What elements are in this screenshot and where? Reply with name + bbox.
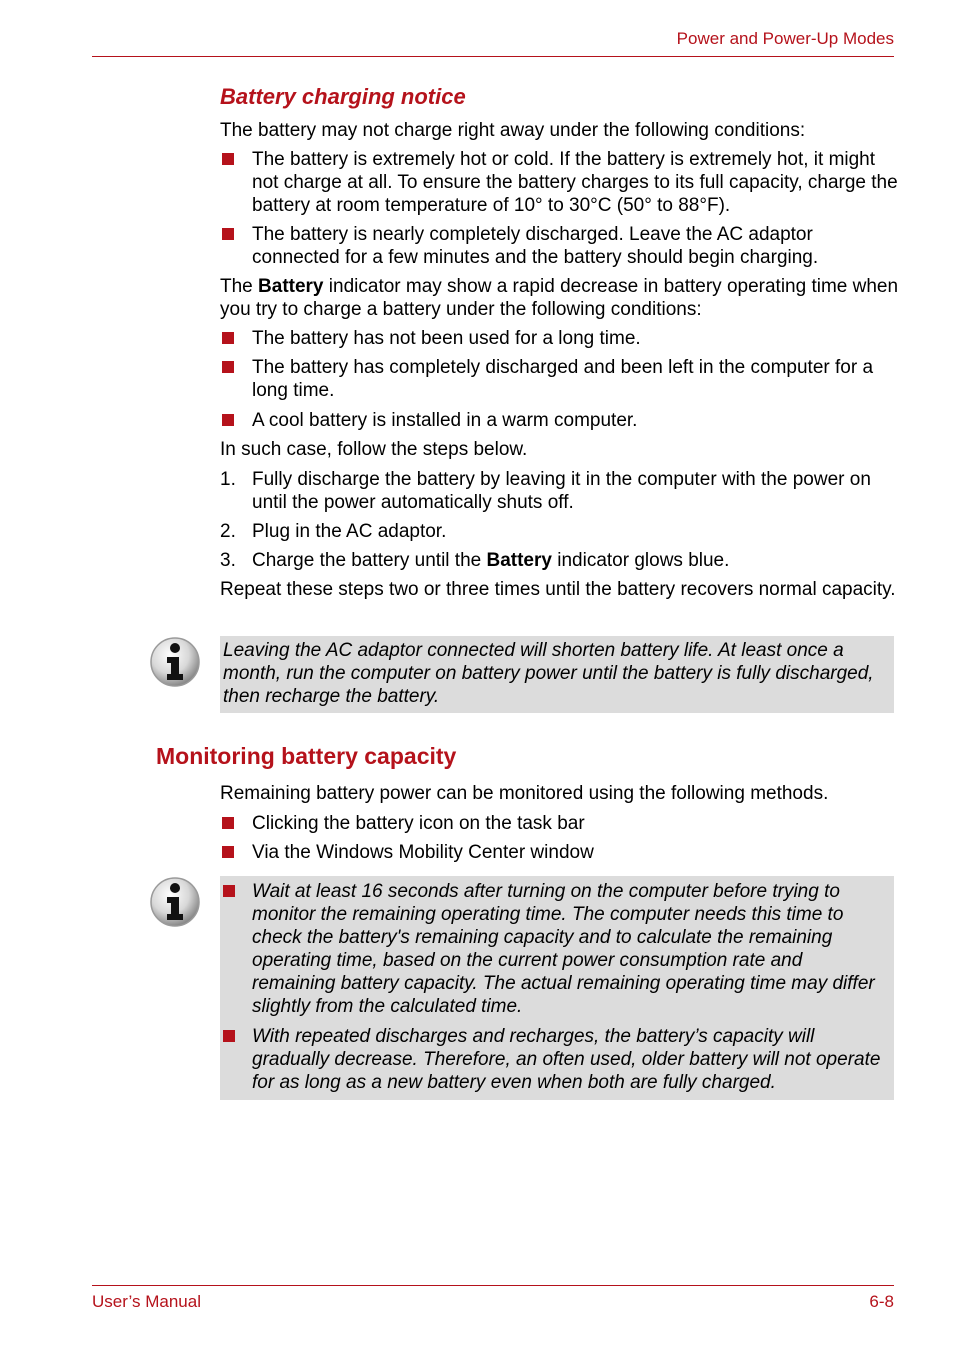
list-item: Clicking the battery icon on the task bar — [220, 812, 900, 835]
list-item: The battery is extremely hot or cold. If the battery is extremely hot, it might not charge at all. To ensure the battery charges to its full capacity, charge the battery at room temperature of 10° to 30°C (50° to 88°F). — [220, 148, 900, 217]
bullet-square — [222, 332, 234, 344]
list-item: Via the Windows Mobility Center window — [220, 841, 900, 864]
page-number: 6-8 — [869, 1292, 894, 1311]
list-item: The battery is nearly completely discharged. Leave the AC adaptor connected for a few minutes and the battery should begin charging. — [220, 223, 900, 269]
list-item: The battery has not been used for a long time. — [220, 327, 900, 350]
running-header: Power and Power-Up Modes — [676, 29, 894, 48]
bullet-square — [222, 228, 234, 240]
step-item: 3. Charge the battery until the Battery indicator glows blue. — [220, 550, 730, 571]
steps-intro: In such case, follow the steps below. — [220, 439, 528, 460]
list-item: A cool battery is installed in a warm computer. — [220, 409, 900, 432]
bullet-square — [222, 361, 234, 373]
bullet-square — [222, 817, 234, 829]
footer-manual-title: User’s Manual — [92, 1292, 201, 1311]
bullet-square — [223, 1030, 235, 1042]
note-box — [220, 636, 894, 713]
repeat-paragraph: Repeat these steps two or three times until the battery recovers normal capacity. — [220, 579, 896, 600]
header-rule — [92, 56, 894, 57]
note-list-item: Wait at least 16 seconds after turning on the computer before trying to monitor the remaining operating time. The computer needs this time to check the battery's remaining capacity and to calculate the remaining operating time, based on the current power consumption rate and remaining battery capacity. The actual remaining operating time may differ slightly from the calculated time. — [220, 876, 894, 1018]
footer-rule — [92, 1285, 894, 1286]
section-title-monitoring: Monitoring battery capacity — [156, 743, 457, 769]
step-item: 1. Fully discharge the battery by leaving it in the computer with the power on until the power automatically shuts off. — [220, 469, 871, 513]
section-title-battery-charging-notice: Battery charging notice — [220, 84, 466, 109]
bullet-square — [223, 885, 235, 897]
bullet-square — [222, 414, 234, 426]
note-box — [220, 876, 894, 1100]
monitoring-intro: Remaining battery power can be monitored using the following methods. — [220, 783, 829, 804]
info-icon — [149, 876, 201, 928]
note-list-item: With repeated discharges and recharges, the battery’s capacity will gradually decrease. Therefore, an often used, older battery will not operate for as long as a new battery even when both are fully charged. — [220, 1018, 894, 1094]
list-item: The battery has completely discharged and been left in the computer for a long time. — [220, 356, 900, 402]
battery-indicator-paragraph: The Battery indicator may show a rapid decrease in battery operating time when you try to charge a battery under the following conditions: — [220, 276, 899, 320]
info-icon — [149, 636, 201, 688]
bullet-square — [222, 153, 234, 165]
bullet-square — [222, 846, 234, 858]
note-text: Leaving the AC adaptor connected will shorten battery life. At least once a month, run the computer on battery power until the battery is fully discharged, then recharge the battery. — [223, 640, 874, 707]
step-item: 2. Plug in the AC adaptor. — [220, 521, 447, 542]
intro-paragraph: The battery may not charge right away under the following conditions: — [220, 120, 806, 141]
